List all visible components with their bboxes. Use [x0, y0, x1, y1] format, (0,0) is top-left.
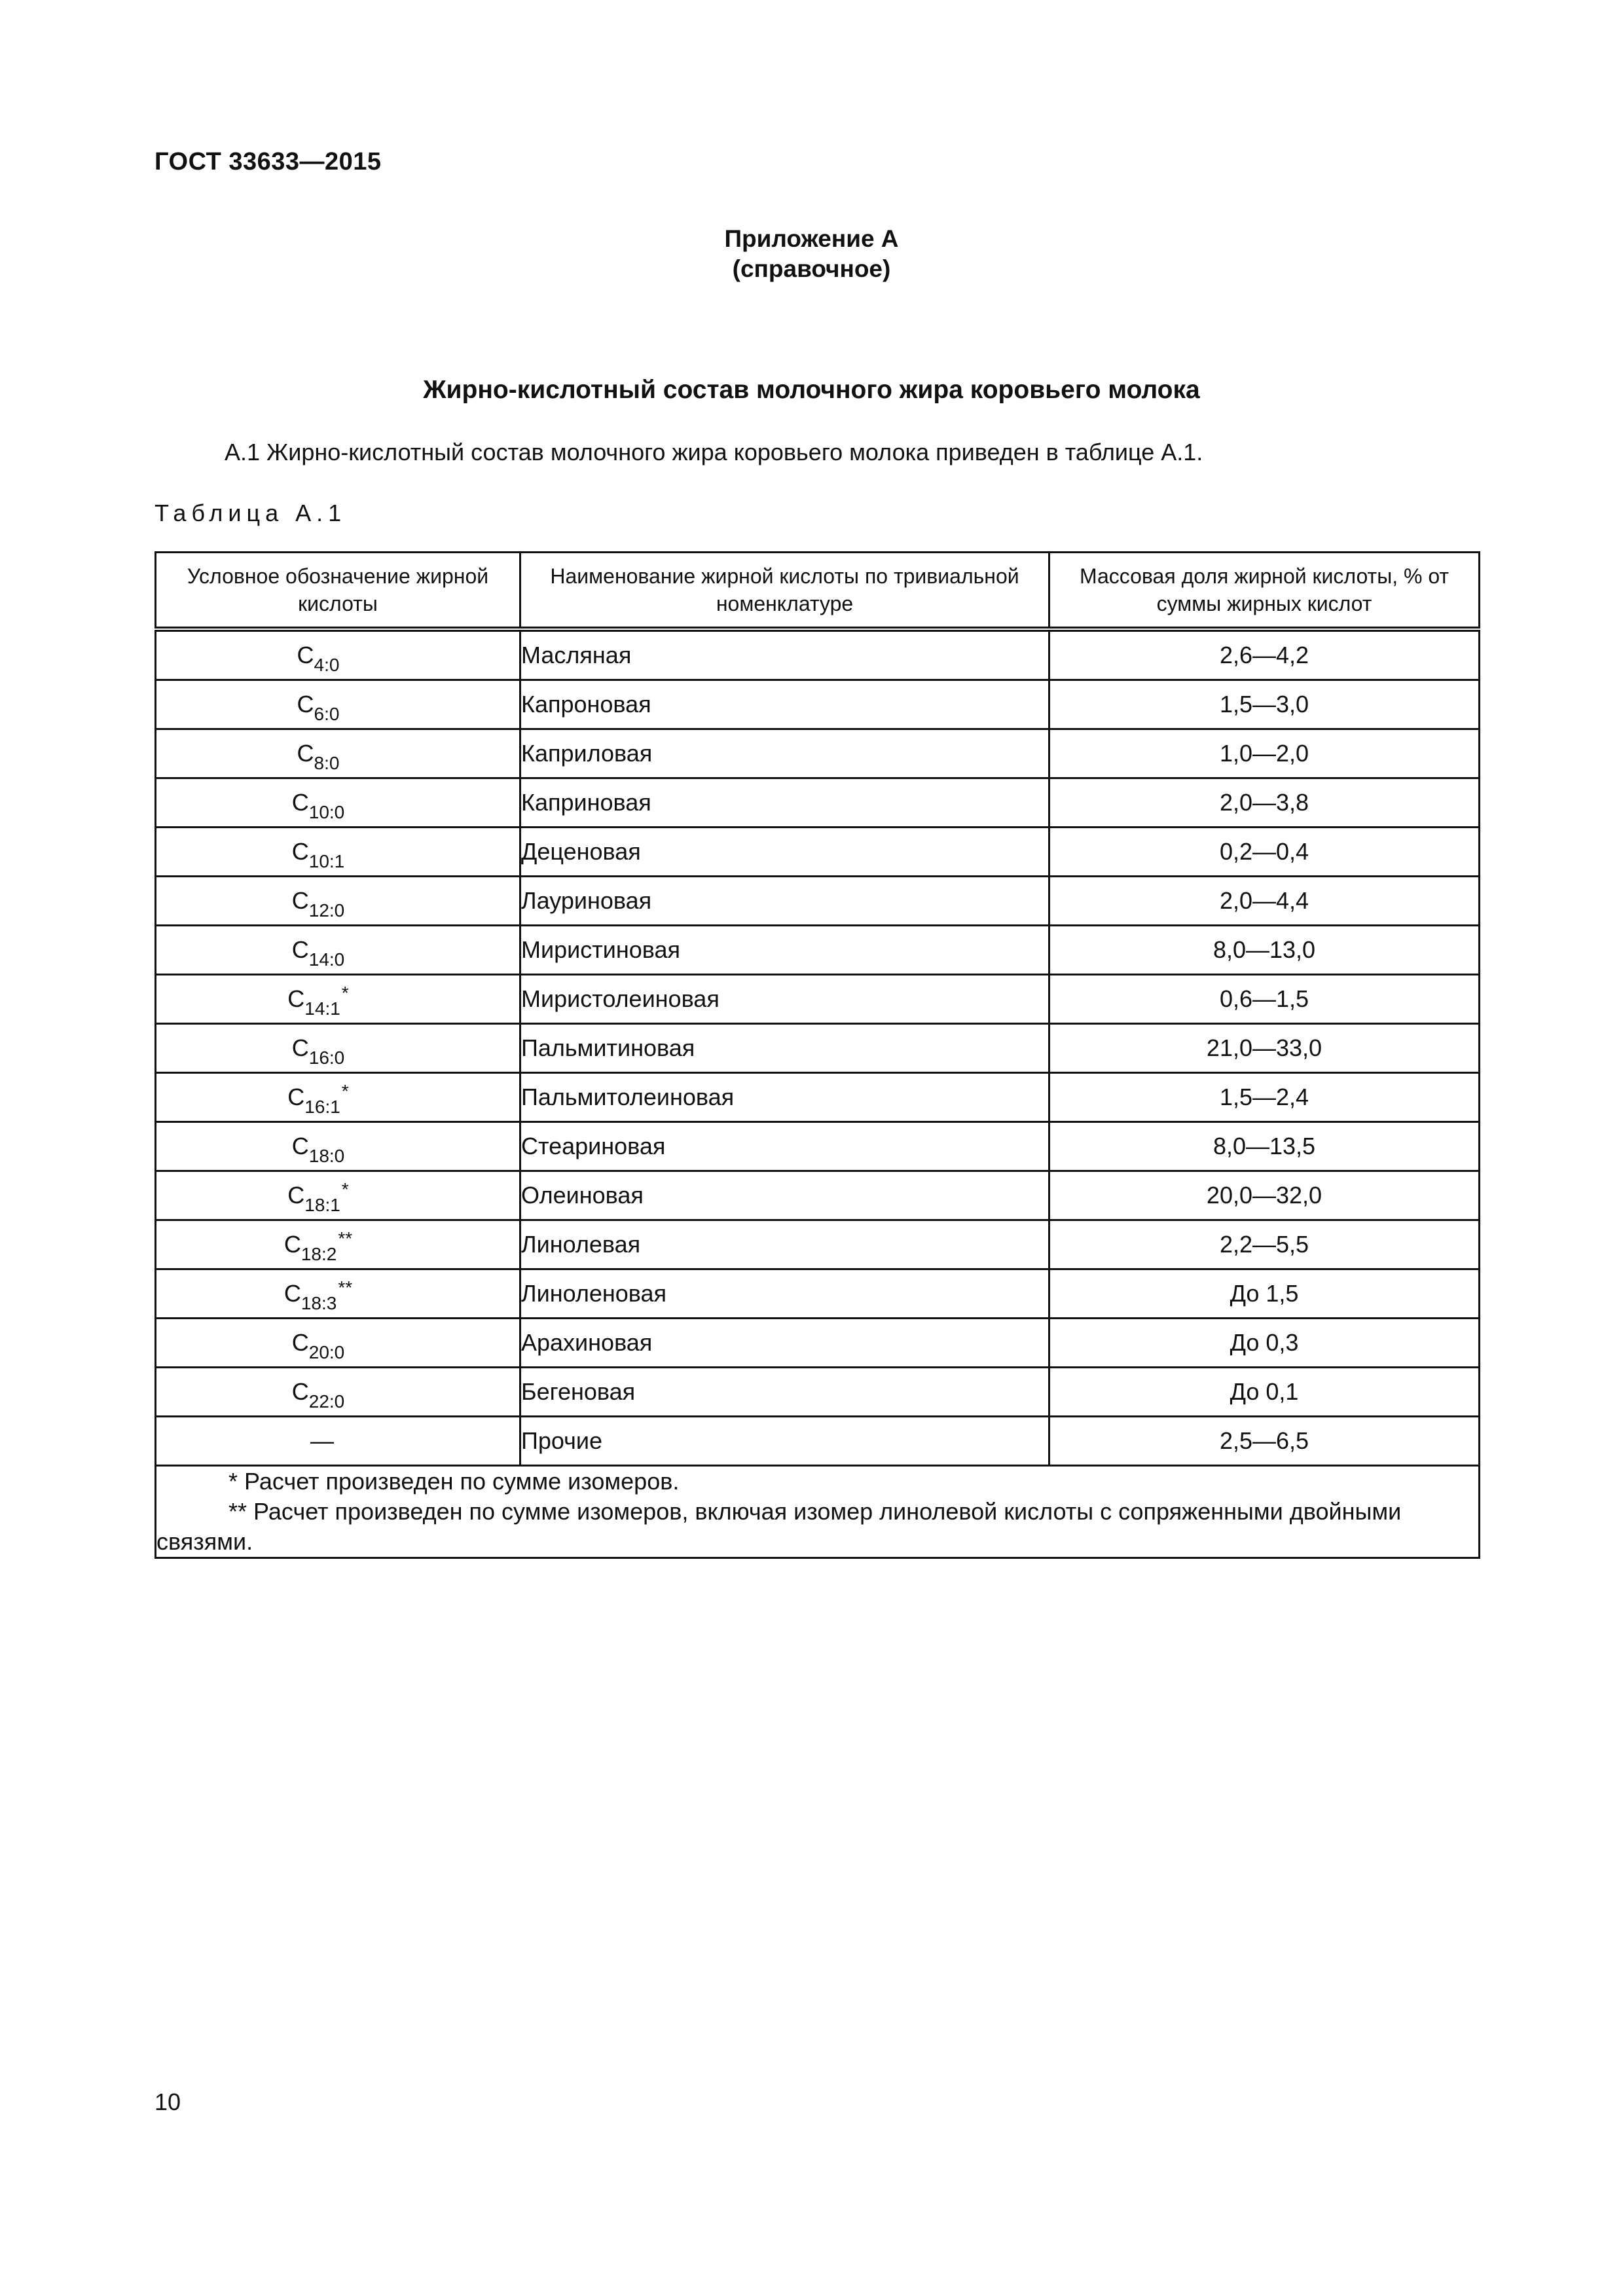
mass-fraction: 2,5—6,5: [1049, 1417, 1480, 1466]
acid-symbol: [283, 1228, 353, 1264]
acid-symbol: [283, 1277, 353, 1313]
acid-symbol-subscript: 20:0: [308, 1342, 345, 1362]
table-row: [156, 926, 1480, 975]
appendix-title: Приложение А: [724, 225, 899, 252]
acid-symbol-base: C: [287, 1182, 305, 1209]
acid-symbol-base: C: [291, 1034, 309, 1061]
acid-symbol-base: C: [291, 1378, 309, 1405]
acid-symbol: [291, 1329, 345, 1362]
acid-name: Пальмитолеиновая: [520, 1073, 1049, 1122]
acid-symbol-subscript: 4:0: [314, 655, 340, 675]
acid-symbol-base: C: [291, 936, 309, 963]
acid-symbol: [291, 1034, 345, 1068]
acid-symbol: [310, 1427, 334, 1455]
acid-symbol-subscript: 22:0: [308, 1391, 345, 1412]
acid-symbol-base: C: [291, 789, 309, 816]
section-title: Жирно-кислотный состав молочного жира коровьего молока: [423, 376, 1200, 404]
acid-symbol: [297, 691, 340, 724]
acid-symbol: [291, 1133, 345, 1166]
acid-symbol-cell: [156, 1122, 520, 1171]
acid-symbol: [291, 1378, 345, 1412]
appendix-subtitle: (справочное): [732, 255, 891, 282]
mass-fraction: 1,0—2,0: [1049, 729, 1480, 778]
acid-symbol-subscript: 10:1: [308, 851, 345, 871]
acid-name: Линолевая: [520, 1220, 1049, 1269]
mass-fraction: До 1,5: [1049, 1269, 1480, 1319]
acid-symbol: [287, 1179, 349, 1215]
acid-symbol-base: C: [297, 642, 314, 668]
acid-symbol: [291, 789, 345, 822]
page-number: 10: [155, 2088, 181, 2115]
acid-symbol: [297, 642, 340, 675]
header-symbol: Условное обозначение жирной кислоты: [156, 553, 520, 630]
mass-fraction: До 0,3: [1049, 1319, 1480, 1368]
table-row: [156, 1368, 1480, 1417]
acid-symbol-subscript: 10:0: [308, 802, 345, 822]
mass-fraction: 1,5—2,4: [1049, 1073, 1480, 1122]
acid-name: Миристиновая: [520, 926, 1049, 975]
acid-name: Масляная: [520, 629, 1049, 680]
acid-symbol-subscript: 18:0: [308, 1146, 345, 1166]
acid-symbol-cell: [156, 1073, 520, 1122]
acid-symbol-footnote-mark: *: [341, 983, 349, 1003]
acid-symbol-base: C: [291, 887, 309, 914]
acid-symbol-base: C: [283, 1280, 301, 1307]
mass-fraction: 2,2—5,5: [1049, 1220, 1480, 1269]
acid-symbol: [291, 838, 345, 871]
acid-symbol-cell: [156, 1171, 520, 1220]
table-row: [156, 877, 1480, 926]
table-row: [156, 1220, 1480, 1269]
acid-symbol-cell: [156, 1368, 520, 1417]
acid-symbol: [287, 983, 349, 1019]
table-body: [156, 629, 1480, 1466]
acid-symbol-cell: [156, 778, 520, 828]
acid-symbol: [291, 936, 345, 970]
acid-name: Арахиновая: [520, 1319, 1049, 1368]
acid-symbol-subscript: 14:0: [308, 949, 345, 970]
acid-symbol: [287, 1081, 349, 1117]
acid-symbol-base: C: [291, 1133, 309, 1159]
acid-symbol-base: C: [297, 691, 314, 718]
acid-name: Лауриновая: [520, 877, 1049, 926]
acid-symbol-subscript: 6:0: [314, 704, 340, 724]
acid-symbol-cell: [156, 926, 520, 975]
acid-symbol-base: C: [291, 838, 309, 865]
acid-symbol-base: C: [287, 985, 305, 1012]
footnote-single-star: * Расчет произведен по сумме изомеров.: [228, 1468, 680, 1495]
acid-name: Линоленовая: [520, 1269, 1049, 1319]
fatty-acid-table: [155, 551, 1480, 1559]
acid-symbol-subscript: 14:1: [304, 998, 340, 1019]
acid-name: Капроновая: [520, 680, 1049, 729]
table-row: [156, 828, 1480, 877]
acid-name: Пальмитиновая: [520, 1024, 1049, 1073]
mass-fraction: 8,0—13,0: [1049, 926, 1480, 975]
acid-symbol-subscript: 16:0: [308, 1048, 345, 1068]
table-caption: Таблица А.1: [155, 500, 347, 526]
mass-fraction: До 0,1: [1049, 1368, 1480, 1417]
acid-name: Олеиновая: [520, 1171, 1049, 1220]
table-row: [156, 778, 1480, 828]
acid-symbol-cell: [156, 680, 520, 729]
acid-symbol-base: C: [283, 1231, 301, 1258]
table-notes-row: [156, 1466, 1480, 1558]
acid-symbol-cell: [156, 729, 520, 778]
table-row: [156, 680, 1480, 729]
table-row: [156, 1024, 1480, 1073]
acid-symbol-subscript: 12:0: [308, 900, 345, 920]
acid-name: Стеариновая: [520, 1122, 1049, 1171]
acid-name: Деценовая: [520, 828, 1049, 877]
intro-paragraph: А.1 Жирно-кислотный состав молочного жира коровьего молока приведен в таблице А.1.: [225, 439, 1203, 465]
acid-name: Миристолеиновая: [520, 975, 1049, 1024]
acid-symbol-footnote-mark: *: [341, 1081, 349, 1101]
acid-symbol-subscript: 8:0: [314, 753, 340, 773]
table-row: [156, 1319, 1480, 1368]
acid-name: Каприновая: [520, 778, 1049, 828]
mass-fraction: 8,0—13,5: [1049, 1122, 1480, 1171]
table-row: [156, 1171, 1480, 1220]
table-row: [156, 1073, 1480, 1122]
acid-symbol-cell: [156, 1417, 520, 1466]
table-row: [156, 1417, 1480, 1466]
mass-fraction: 2,6—4,2: [1049, 629, 1480, 680]
acid-symbol-cell: [156, 975, 520, 1024]
mass-fraction: 2,0—4,4: [1049, 877, 1480, 926]
header-name: Наименование жирной кислоты по тривиальной номенклатуре: [520, 553, 1049, 630]
table-notes: [156, 1466, 1480, 1558]
mass-fraction: 2,0—3,8: [1049, 778, 1480, 828]
table-row: [156, 975, 1480, 1024]
acid-symbol-base: C: [297, 740, 314, 767]
header-mass-fraction: Массовая доля жирной кислоты, % от суммы жирных кислот: [1049, 553, 1480, 630]
acid-symbol-subscript: 18:3: [301, 1293, 337, 1313]
acid-symbol-subscript: 16:1: [304, 1097, 340, 1117]
acid-symbol-base: C: [291, 1329, 309, 1356]
document-code: ГОСТ 33633—2015: [155, 148, 382, 175]
mass-fraction: 21,0—33,0: [1049, 1024, 1480, 1073]
table-row: [156, 1122, 1480, 1171]
acid-symbol-footnote-mark: **: [338, 1228, 353, 1248]
footnote-double-star: ** Расчет произведен по сумме изомеров, включая изомер линолевой кислоты с сопряженными двойными связями.: [156, 1498, 1402, 1555]
acid-symbol-base: C: [287, 1084, 305, 1110]
acid-symbol-cell: [156, 1024, 520, 1073]
acid-symbol: [297, 740, 340, 773]
acid-name: Прочие: [520, 1417, 1049, 1466]
table-row: [156, 629, 1480, 680]
acid-symbol-cell: [156, 828, 520, 877]
acid-symbol-footnote-mark: *: [341, 1179, 349, 1199]
table-row: [156, 1269, 1480, 1319]
appendix-heading: [0, 224, 1623, 284]
acid-symbol-subscript: 18:2: [301, 1244, 337, 1264]
acid-symbol-base: —: [310, 1427, 334, 1454]
acid-symbol: [291, 887, 345, 920]
table-row: [156, 729, 1480, 778]
table-header-row: [156, 553, 1480, 630]
mass-fraction: 0,2—0,4: [1049, 828, 1480, 877]
mass-fraction: 0,6—1,5: [1049, 975, 1480, 1024]
acid-symbol-cell: [156, 629, 520, 680]
acid-symbol-subscript: 18:1: [304, 1195, 340, 1215]
mass-fraction: 20,0—32,0: [1049, 1171, 1480, 1220]
acid-symbol-cell: [156, 1319, 520, 1368]
acid-symbol-footnote-mark: **: [338, 1277, 353, 1298]
acid-symbol-cell: [156, 1220, 520, 1269]
acid-name: Бегеновая: [520, 1368, 1049, 1417]
acid-symbol-cell: [156, 877, 520, 926]
acid-symbol-cell: [156, 1269, 520, 1319]
acid-name: Каприловая: [520, 729, 1049, 778]
mass-fraction: 1,5—3,0: [1049, 680, 1480, 729]
